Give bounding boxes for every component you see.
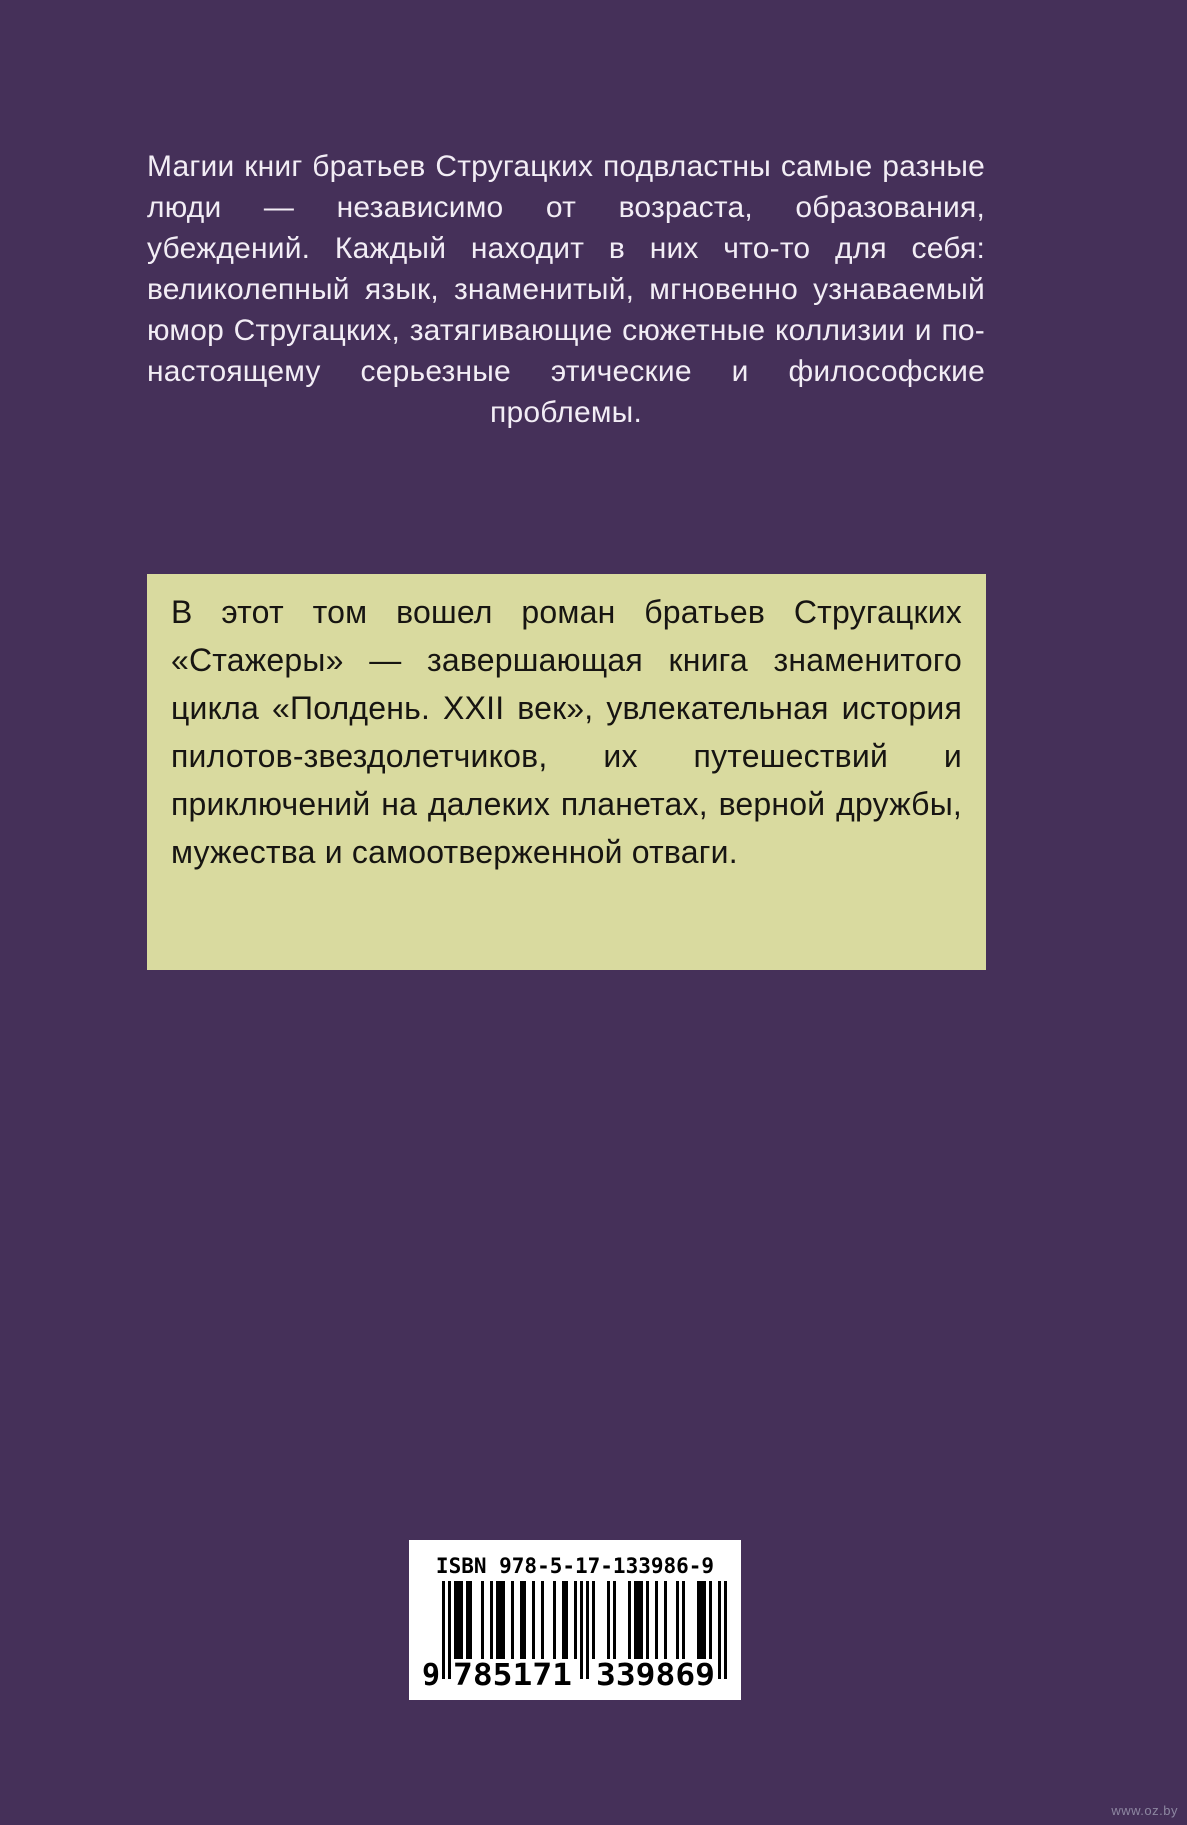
- summary-paragraph: В этот том вошел роман братьев Стругацких «Стажеры» — завершающая книга знаменитого цикла «Полдень. XXII век», увлекательная история пилотов-звездолетчиков, их путешествий и приключений на далеких планетах, верной дружбы, мужества и самоотверженной отваги.: [171, 594, 962, 870]
- summary-box: [147, 574, 986, 970]
- barcode-panel: [409, 1540, 741, 1700]
- watermark: www.oz.by: [1111, 1803, 1178, 1818]
- annotation-paragraph: Магии книг братьев Стругацких подвластны самые разные люди — независимо от возраста, образования, убеждений. Каждый находит в них что-то для себя: великолепный язык, знаменитый, мгновенно узнаваемый юмор Стругацких, затягивающие сюжетные коллизии и по-настоящему серьезные этические и философские проблемы.: [147, 150, 985, 429]
- svg-text:785171: 785171: [453, 1658, 572, 1688]
- svg-text:339869: 339869: [596, 1658, 715, 1688]
- isbn-label: ISBN 978-5-17-133986-9: [435, 1554, 715, 1578]
- ean13-barcode-image: [422, 1581, 728, 1688]
- svg-text:9: 9: [422, 1658, 441, 1688]
